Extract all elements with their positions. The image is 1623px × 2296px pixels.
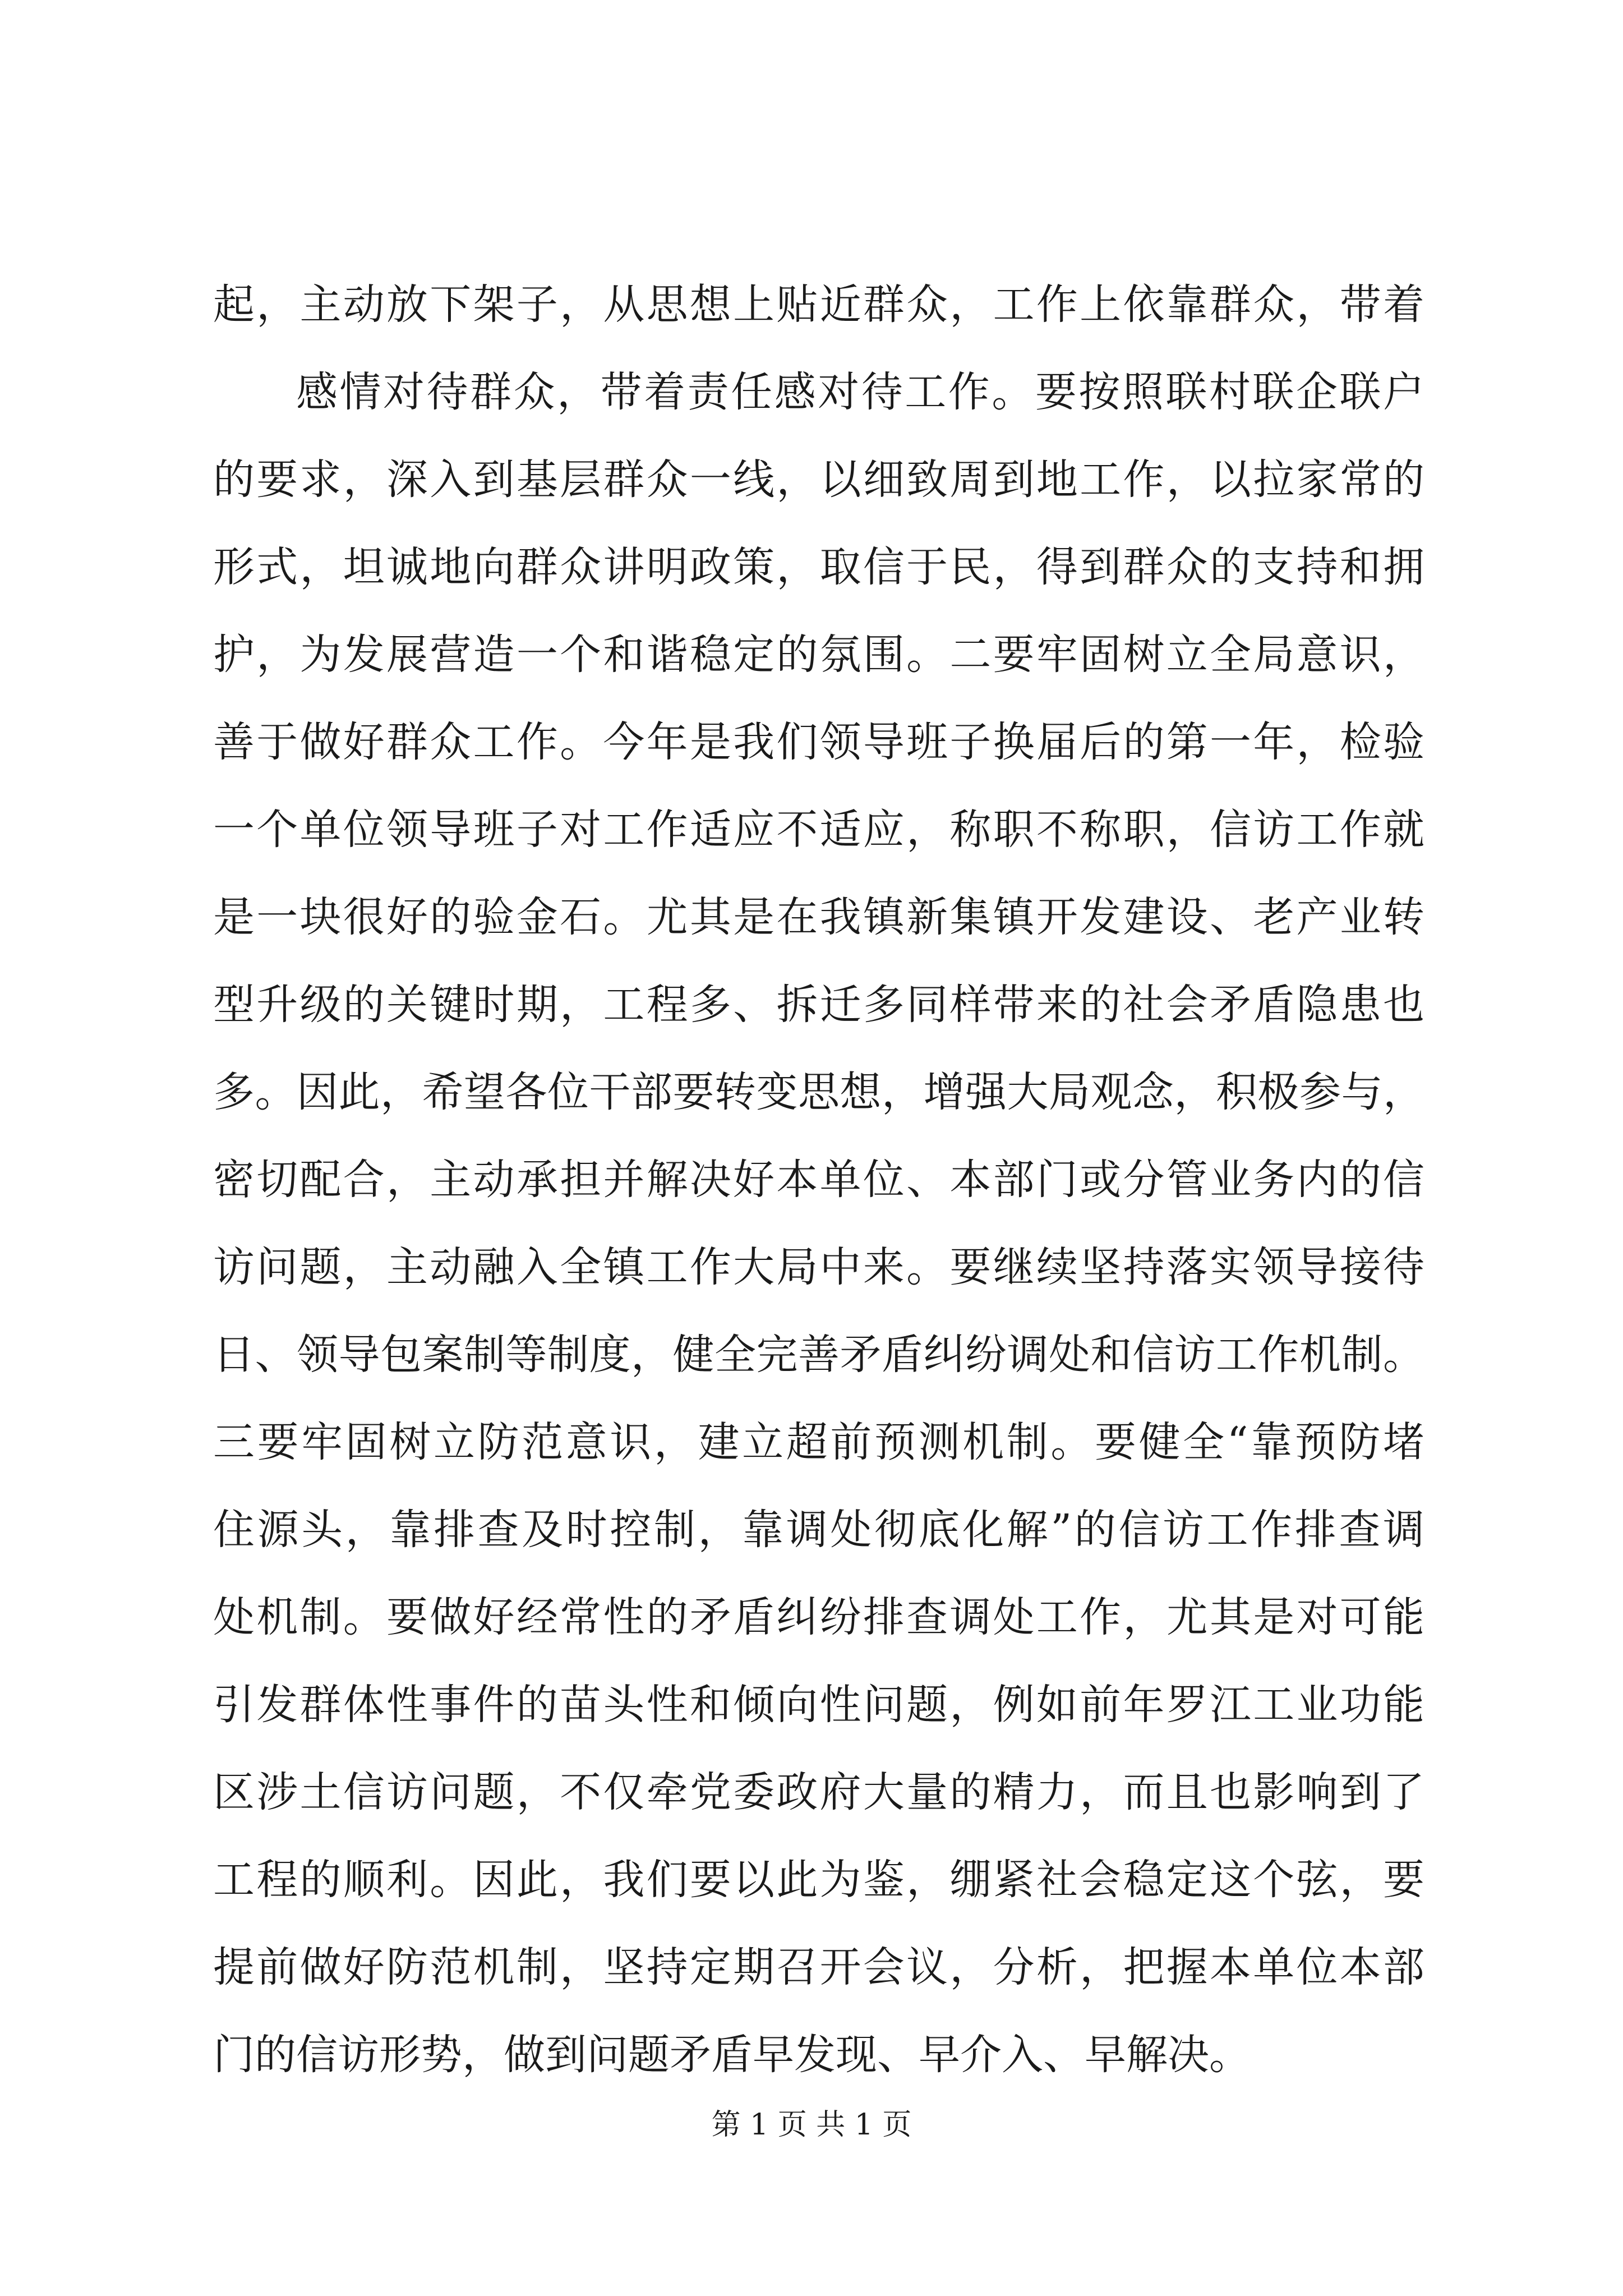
text-line: 门的信访形势，做到问题矛盾早发现、早介入、早解决。 (213, 2031, 1251, 2079)
text-line: 的要求，深入到基层群众一线，以细致周到地工作，以拉家常的 (213, 455, 1424, 504)
page-footer: 第 1 页 共 1 页 (711, 2108, 912, 2142)
text-line: 提前做好防范机制，坚持定期召开会议，分析，把握本单位本部 (213, 1943, 1424, 1991)
text-line: 住源头，靠排查及时控制，靠调处彻底化解”的信访工作排查调 (213, 1506, 1424, 1554)
text-line: 一个单位领导班子对工作适应不适应，称职不称职，信访工作就 (213, 806, 1424, 854)
text-line: 三要牢固树立防范意识，建立超前预测机制。要健全“靠预防堵 (213, 1418, 1424, 1466)
text-line: 护，为发展营造一个和谐稳定的氛围。二要牢固树立全局意识， (213, 631, 1424, 679)
text-line: 是一块很好的验金石。尤其是在我镇新集镇开发建设、老产业转 (213, 893, 1424, 941)
text-line: 善于做好群众工作。今年是我们领导班子换届后的第一年，检验 (213, 718, 1424, 766)
text-line: 形式，坦诚地向群众讲明政策，取信于民，得到群众的支持和拥 (213, 543, 1424, 591)
text-line: 多。因此，希望各位干部要转变思想，增强大局观念，积极参与， (213, 1068, 1424, 1116)
text-line: 工程的顺利。因此，我们要以此为鉴，绷紧社会稳定这个弦，要 (213, 1856, 1424, 1904)
body-text (213, 261, 1424, 2099)
text-line: 引发群体性事件的苗头性和倾向性问题，例如前年罗江工业功能 (213, 1681, 1424, 1729)
text-line: 型升级的关键时期，工程多、拆迁多同样带来的社会矛盾隐患也 (213, 981, 1424, 1029)
text-line: 处机制。要做好经常性的矛盾纠纷排查调处工作，尤其是对可能 (213, 1593, 1424, 1641)
text-line: 区涉土信访问题，不仅牵党委政府大量的精力，而且也影响到了 (213, 1768, 1424, 1816)
text-line: 日、领导包案制等制度，健全完善矛盾纠纷调处和信访工作机制。 (213, 1331, 1424, 1379)
text-line: 感情对待群众，带着责任感对待工作。要按照联村联企联户 (296, 368, 1424, 416)
text-line: 密切配合，主动承担并解决好本单位、本部门或分管业务内的信 (213, 1156, 1424, 1204)
text-line: 访问题，主动融入全镇工作大局中来。要继续坚持落实领导接待 (213, 1243, 1424, 1291)
text-line: 起，主动放下架子，从思想上贴近群众，工作上依靠群众，带着 (213, 280, 1424, 329)
